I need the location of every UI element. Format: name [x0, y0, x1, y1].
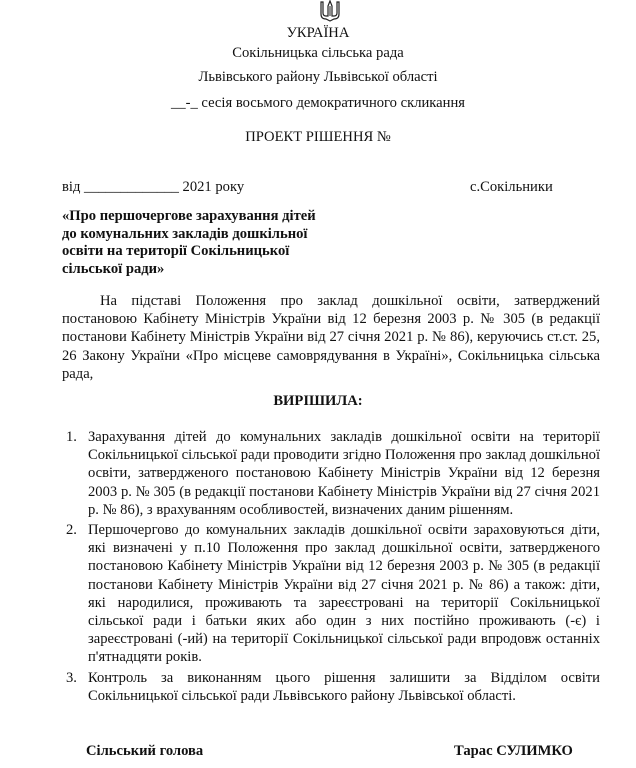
list-item: [66, 669, 600, 705]
signature-name: Тарас СУЛИМКО: [454, 743, 573, 759]
preamble-paragraph: На підставі Положення про заклад дошкільної освіти, затверджений постановою Кабінету Міністрів України від 12 березня 2003 р. № 305 (в редакції постанови Кабінету Міністрів України від 27 січня 2021 р. № 86), керуючись ст.ст. 25, 26 Закону України «Про місцеве самоврядування в Україні», Сокільницька сільська рада,: [62, 293, 600, 382]
decision-date: від _____________ 2021 року: [62, 179, 245, 195]
session-line: __-_ сесія восьмого демократичного скликання: [171, 95, 465, 111]
district-name: Львівського району Львівської області: [198, 69, 438, 85]
decision-place: с.Сокільники: [470, 179, 553, 195]
document-type: ПРОЕКТ РІШЕННЯ №: [245, 129, 391, 145]
list-item: [66, 521, 600, 667]
list-item-text: Контроль за виконанням цього рішення залишити за Відділом освіти Сокільницької сільської ради Львівського району Львівської області.: [88, 669, 600, 704]
decision-items-list: [66, 428, 600, 707]
list-item-number: 3.: [66, 669, 77, 686]
list-item-text: Зарахування дітей до комунальних закладів дошкільної освіти на території Сокільницької сільської ради проводити згідно Положення про заклад дошкільної освіти, затвердженого постановою Кабінету Міністрів України від 12 березня 2003 р. № 305 (в редакції постанови Кабінету Міністрів України від 27 січня 2021 р. № 86), з врахуванням особливостей, визначених даним рішенням.: [88, 429, 600, 518]
trident-emblem-icon: [317, 0, 343, 22]
council-name: Сокільницька сільська рада: [232, 45, 404, 61]
decided-heading: ВИРІШИЛА:: [273, 393, 363, 409]
list-item-number: 2.: [66, 522, 77, 539]
list-item-text: Першочергово до комунальних закладів дошкільної освіти зараховуються діти, які визначені у п.10 Положення про заклад дошкільної освіти, затвердженого постановою Кабінету Міністрів України від 12 березня 2003 р. № 305 (в редакції постанови Кабінету Міністрів України від 27 січня 2021 р. № 86) а також: діти, які народилися, проживають та зареєстровані на території Сокільницької сільської ради і батьки яких або один з них постійно проживають (-є) і зареєстровані (-ий) на території Сокільницької сільської ради впродовж останніх п'ятнадцяти років.: [88, 522, 600, 666]
signature-position: Сільський голова: [86, 743, 204, 759]
decision-title: «Про першочергове зарахування дітей до комунальних закладів дошкільної освіти на території Сокільницької сільської ради»: [62, 208, 316, 277]
list-item: [66, 428, 600, 519]
country-name: УКРАЇНА: [286, 25, 350, 41]
list-item-number: 1.: [66, 429, 77, 445]
